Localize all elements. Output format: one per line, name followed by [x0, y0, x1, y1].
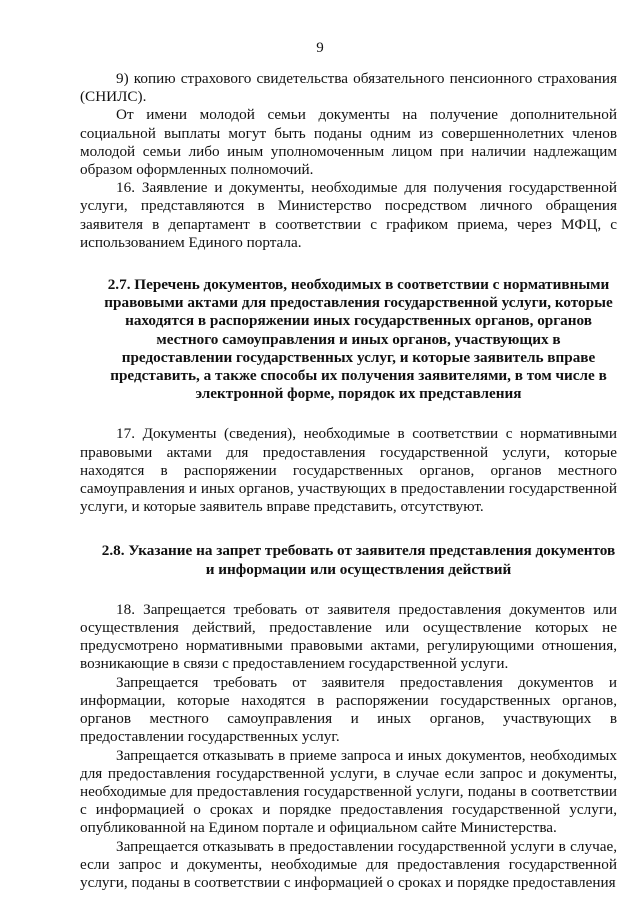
paragraph-18: 18. Запрещается требовать от заявителя предоставления документов или осуществления действий, предоставление или осуществление которых не предусмотрено нормативными правовыми актами, регулирующими отношения, возникающие в связи с предоставлением государственной услуги. — [80, 600, 617, 673]
paragraph-prohibition-refuse-service: Запрещается отказывать в предоставлении государственной услуги в случае, если запрос и документы, необходимые для предоставления государственной услуги, поданы в соответствии с информацией о сроках и порядке предоставления — [80, 837, 617, 891]
paragraph-prohibition-info: Запрещается требовать от заявителя предоставления документов и информации, которые находятся в распоряжении государственных органов, органов местного самоуправления и иных органов, участвующих в предоставлении государственных услуг. — [80, 673, 617, 746]
section-2-8-heading: 2.8. Указание на запрет требовать от заявителя представления документов и информации или осуществления действий — [101, 542, 616, 578]
section-2-7-heading: 2.7. Перечень документов, необходимых в соответствии с нормативными правовыми актами для предоставления государственной услуги, которые находятся в распоряжении иных государственных органов, органов местного самоуправления и иных органов, участвующих в предоставлении государственных услуг, и которые заявитель вправе представить, а также способы их получения заявителями, в том числе в электронной форме, порядок их представления — [104, 276, 613, 403]
document-body — [80, 70, 617, 892]
paragraph-16: 16. Заявление и документы, необходимые для получения государственной услуги, представляются в Министерство посредством личного обращения заявителя в департамент в соответствии с графиком приема, через МФЦ, с использованием Единого портала. — [80, 179, 617, 251]
page-number: 9 — [316, 40, 324, 56]
paragraph-prohibition-refuse-acceptance: Запрещается отказывать в приеме запроса и иных документов, необходимых для предоставления государственной услуги, в случае если запрос и документы, необходимые для предоставления государственной услуги, поданы в соответствии с информацией о сроках и порядке предоставления государственной услуги, опубликованной на Едином портале и официальном сайте Министерства. — [80, 746, 617, 837]
paragraph-17: 17. Документы (сведения), необходимые в соответствии с нормативными правовыми актами для предоставления государственной услуги, которые находятся в распоряжении государственных органов, органов местного самоуправления и иных органов, участвующих в предоставлении государственной услуги, и которые заявитель вправе представить, отсутствуют. — [80, 425, 617, 516]
paragraph-representation: От имени молодой семьи документы на получение дополнительной социальной выплаты могут быть поданы одним из совершеннолетних членов молодой семьи либо иным уполномоченным лицом при наличии надлежащим образом оформленных полномочий. — [80, 106, 617, 179]
paragraph-item-9: 9) копию страхового свидетельства обязательного пенсионного страхования (СНИЛС). — [80, 70, 617, 106]
